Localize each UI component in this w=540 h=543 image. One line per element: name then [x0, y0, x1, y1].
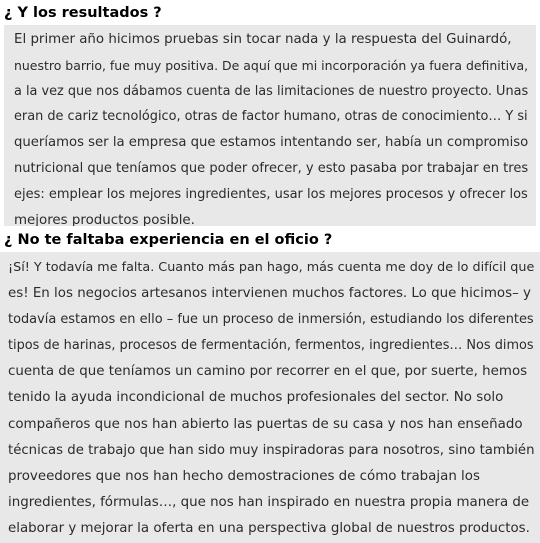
answer-block-results [4, 25, 536, 226]
answer-line: ¡Sí! Y todavía me falta. Cuanto más pan hago, más cuenta me doy de lo difícil que [8, 260, 535, 275]
answer-line: todavía estamos en ello – fue un proceso de inmersión, estudiando los diferentes [8, 312, 534, 328]
answer-line: tenido la ayuda incondicional de muchos profesionales del sector. No solo [8, 390, 504, 406]
answer-line: tipos de harinas, procesos de fermentación, fermentos, ingredientes… Nos dimos [8, 338, 534, 354]
answer-line: técnicas de trabajo que han sido muy inspiradoras para nosotros, sino también [8, 442, 535, 458]
answer-line: queríamos ser la empresa que estamos intentando ser, había un compromiso [14, 135, 529, 151]
answer-line: eran de cariz tecnológico, otras de factor humano, otras de conocimiento… Y si [14, 109, 528, 125]
answer-line: ingredientes, fórmulas…, que nos han inspirado en nuestra propia manera de [8, 494, 530, 510]
answer-line: elaborar y mejorar la oferta en una perspectiva global de nuestros productos. [8, 520, 530, 536]
answer-block-experience [0, 252, 540, 543]
question-heading-results: ¿ Y los resultados ? [4, 5, 162, 21]
answer-line: compañeros que nos han abierto las puertas de su casa y nos han enseñado [8, 416, 523, 432]
answer-line: proveedores que nos han hecho demostraciones de cómo trabajan los [8, 468, 480, 484]
answer-line: nutricional que teníamos que poder ofrecer, y esto pasaba por trabajar en tres [14, 160, 529, 176]
answer-line: El primer año hicimos pruebas sin tocar nada y la respuesta del Guinardó, [14, 32, 512, 47]
question-heading-experience: ¿ No te faltaba experiencia en el oficio ? [4, 232, 333, 248]
answer-line: a la vez que nos dábamos cuenta de las limitaciones de nuestro proyecto. Unas [14, 83, 529, 99]
answer-line: mejores productos posible. [14, 212, 195, 226]
answer-line: ejes: emplear los mejores ingredientes, usar los mejores procesos y ofrecer los [14, 186, 528, 202]
answer-line: es! En los negocios artesanos intervienen muchos factores. Lo que hicimos– y [8, 286, 531, 302]
answer-line: cuenta de que teníamos un camino por recorrer en el que, por suerte, hemos [8, 364, 528, 380]
answer-line: nuestro barrio, fue muy positiva. De aquí que mi incorporación ya fuera definitiva, [14, 57, 529, 73]
